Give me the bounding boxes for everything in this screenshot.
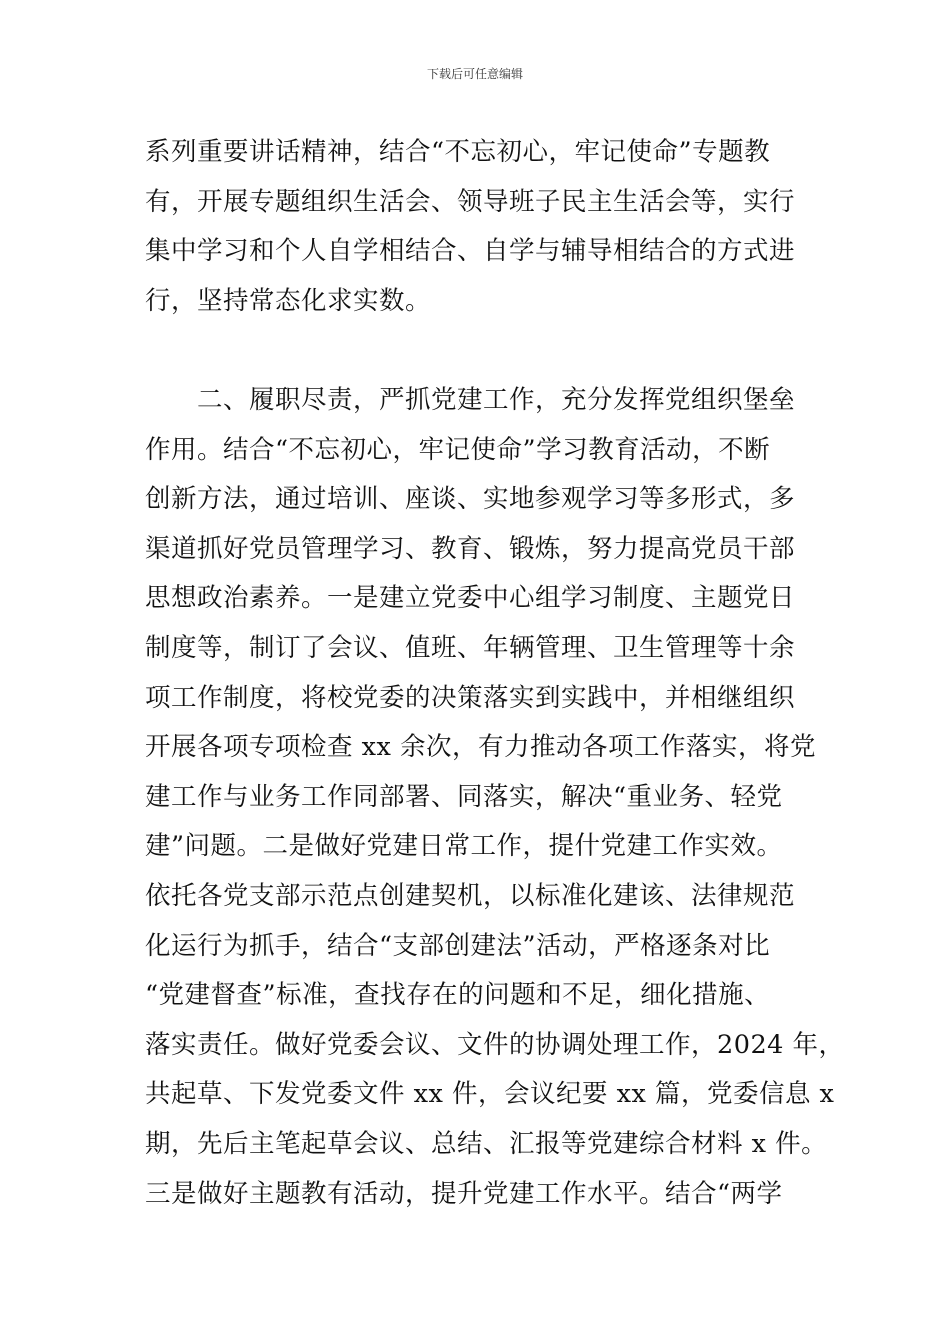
page-header: 下载后可任意编辑 [426,67,523,81]
text-line: 三是做好主题教有活动，提升党建工作水平。结合“两学 [145,1178,783,1209]
text-line: 二、履职尽责，严抓党建工作，充分发挥党组织堡垒 [145,385,796,415]
text-line: 项工作制度，将校党委的决策落实到实践中，并相继组织 [145,682,796,713]
text-line: 建工作与业务工作同部署、同落实，解决“重业务、轻党 [145,781,783,812]
text-line: “党建督查”标准，查找存在的问题和不足，细化措施、 [145,980,771,1011]
text-line: 作用。结合“不忘初心，牢记使命”学习教育活动，不断 [145,434,771,465]
text-line: 集中学习和个人自学相结合、自学与辅导相结合的方式进 [145,236,796,267]
text-line: 系列重要讲话精神，结合“不忘初心，牢记使命”专题教 [145,137,771,167]
paragraph-1 [145,128,807,326]
text-line: 依托各党支部示范点创建契机，以标准化建该、法律规范 [145,880,796,911]
text-line: 思想政治素养。一是建立党委中心组学习制度、主题党日 [145,583,796,614]
text-line: 建”问题。二是做好党建日常工作，提什党建工作实效。 [145,831,783,862]
paragraph-2 [145,376,845,1219]
text-line: 化运行为抓手，结合“支部创建法”活动，严格逐条对比 [145,930,771,961]
text-line: 有，开展专题组织生活会、领导班子民主生活会等，实行 [145,186,796,217]
text-line: 共起草、下发党委文件 xx 件，会议纪要 xx 篇，党委信息 x [145,1079,835,1110]
text-line: 创新方法，通过培训、座谈、实地参观学习等多形式，多 [145,484,796,515]
text-line: 行，坚持常态化求实数。 [145,285,432,316]
text-line: 落实责任。做好党委会议、文件的协调处理工作，2024 年， [145,1029,845,1060]
text-line: 开展各项专项检查 xx 余次，有力推动各项工作落实，将党 [145,732,816,763]
text-line: 制度等，制订了会议、值班、年辆管理、卫生管理等十余 [145,632,796,663]
text-line: 期，先后主笔起草会议、总结、汇报等党建综合材料 x 件。 [145,1128,828,1159]
text-line: 渠道抓好党员管理学习、教育、锻炼，努力提高党员干部 [145,533,796,564]
